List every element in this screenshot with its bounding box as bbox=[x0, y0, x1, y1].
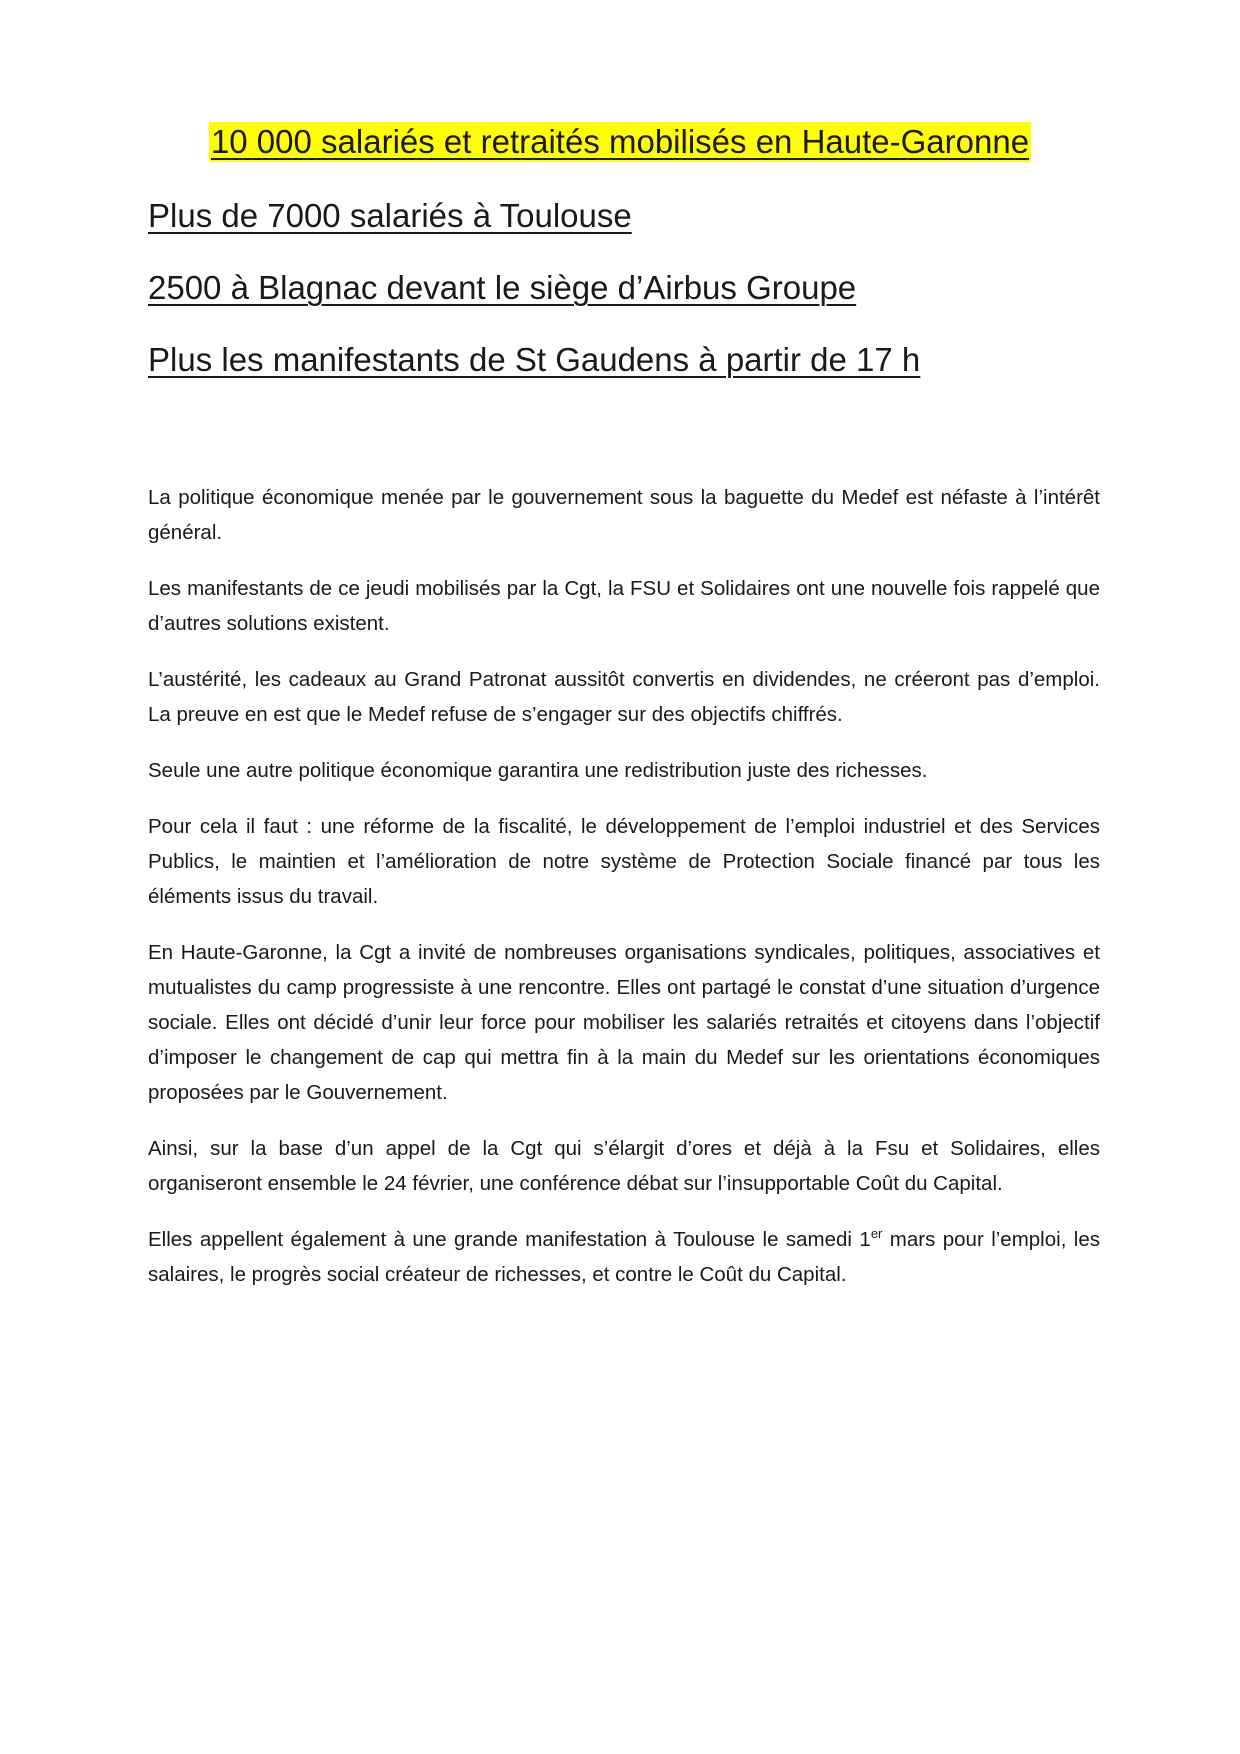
paragraph-politique: La politique économique menée par le gouvernement sous la baguette du Medef est néfaste à l’intérêt général. bbox=[148, 486, 1100, 544]
superscript-er: er bbox=[870, 1226, 883, 1242]
paragraph-pour-cela: Pour cela il faut : une réforme de la fiscalité, le développement de l’emploi industriel et des Services Publics, le maintien et l’amélioration de notre système de Protection Sociale financé par tous les éléments issus du travail. bbox=[148, 815, 1100, 908]
heading-st-gaudens: Plus les manifestants de St Gaudens à partir de 17 h bbox=[148, 341, 921, 378]
paragraph-manifestation-start: Elles appellent également à une grande manifestation à Toulouse le samedi 1 bbox=[148, 1228, 871, 1251]
paragraph-manifestation-end: mars pour l’emploi, les salaires, le progrès social créateur de richesses, et contre le Coût du Capital. bbox=[148, 1228, 1101, 1286]
heading-toulouse: Plus de 7000 salariés à Toulouse bbox=[148, 197, 632, 234]
paragraph-manifestation bbox=[148, 1222, 1100, 1292]
paragraph-haute-garonne: En Haute-Garonne, la Cgt a invité de nombreuses organisations syndicales, politiques, associatives et mutualistes du camp progressiste à une rencontre. Elles ont partagé le constat d’une situation d’urgence sociale. Elles ont décidé d’unir leur force pour mobiliser les salariés retraités et citoyens dans l’objectif d’imposer le changement de cap qui mettra fin à la main du Medef sur les orientations économiques proposées par le Gouvernement. bbox=[148, 941, 1100, 1104]
body-text bbox=[148, 480, 1100, 1313]
paragraph-ainsi: Ainsi, sur la base d’un appel de la Cgt qui s’élargit d’ores et déjà à la Fsu et Solidaires, elles organiseront ensemble le 24 février, une conférence débat sur l’insupportable Coût du Capital. bbox=[148, 1137, 1100, 1195]
heading-blagnac: 2500 à Blagnac devant le siège d’Airbus Groupe bbox=[148, 269, 857, 306]
paragraph-austerite: L’austérité, les cadeaux au Grand Patronat aussitôt convertis en dividendes, ne créeront pas d’emploi. La preuve en est que le Medef refuse de s’engager sur des objectifs chiffrés. bbox=[148, 668, 1100, 726]
headings-block bbox=[148, 196, 1108, 412]
paragraph-manifestants: Les manifestants de ce jeudi mobilisés par la Cgt, la FSU et Solidaires ont une nouvelle fois rappelé que d’autres solutions existent. bbox=[148, 577, 1100, 635]
title-container bbox=[0, 122, 1240, 162]
document-title: 10 000 salariés et retraités mobilisés en Haute-Garonne bbox=[210, 123, 1030, 160]
paragraph-redistribution: Seule une autre politique économique garantira une redistribution juste des richesses. bbox=[148, 759, 928, 782]
